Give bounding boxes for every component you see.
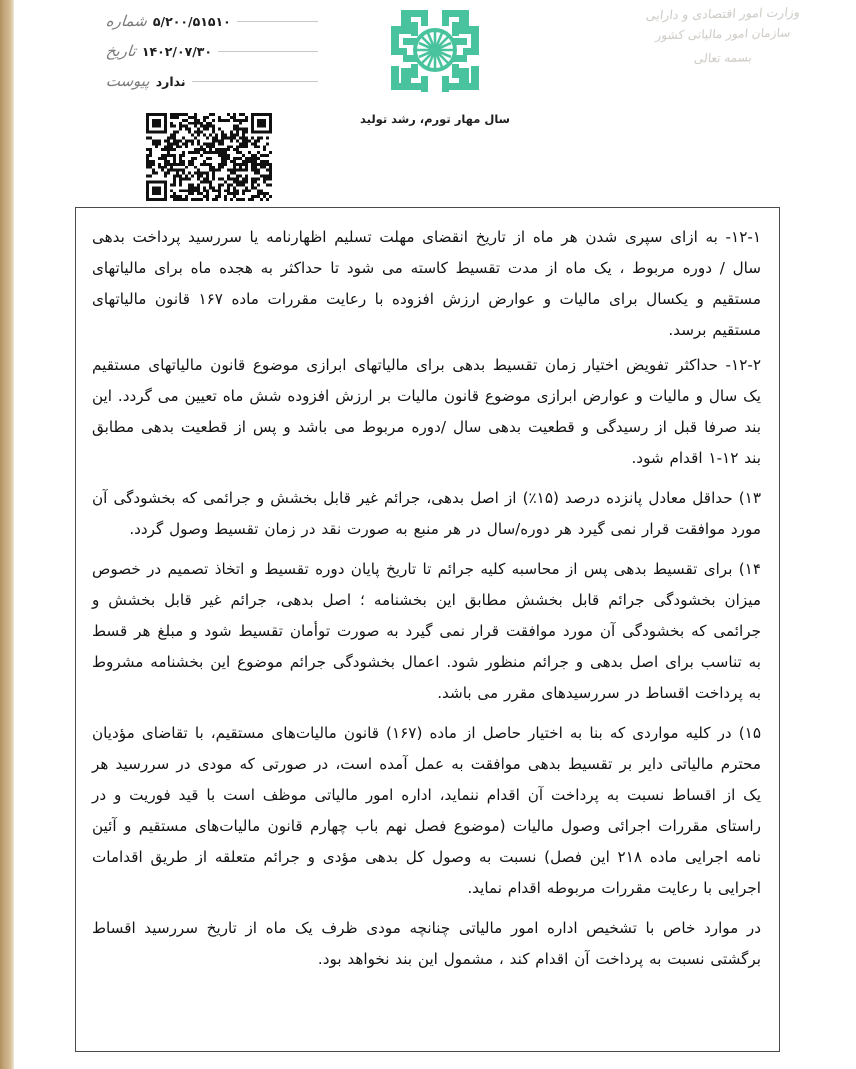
attachment-label: پیوست bbox=[105, 72, 151, 90]
year-slogan: سال مهار تورم، رشد تولید bbox=[360, 112, 510, 126]
date-label: تاریخ bbox=[105, 42, 137, 60]
document-verification-qr-code bbox=[146, 113, 272, 201]
clause-final: در موارد خاص با تشخیص اداره امور مالیاتی چنانچه مودی ظرف یک ماه از تاریخ سررسید اقساط برگشتی نسبت به پرداخت آن اقدام کند ، مشمول این بند نخواهد بود. bbox=[92, 919, 761, 968]
national-tax-administration-emblem bbox=[385, 4, 485, 96]
organization-letterhead bbox=[608, 4, 838, 68]
date-value: ۱۴۰۲/۰۷/۳۰ bbox=[141, 43, 213, 59]
tax-administration-name: سازمان امور مالیاتی کشور bbox=[654, 25, 792, 43]
reference-number-label: شماره bbox=[105, 12, 148, 30]
clause-12-1: ۱۲-۱- به ازای سپری شدن هر ماه از تاریخ انقضای مهلت تسلیم اظهارنامه یا سررسید پرداخت بدهی سال / دوره مربوط ، یک ماه از مدت تقسیط کاسته می شود تا حداکثر به هجده ماه برای مالیاتهای مستقیم و یکسال برای مالیات و عوارض ارزش افزوده با رعایت مقررات ماده ۱۶۷ قانون مالیاتهای مستقیم برسد. bbox=[92, 228, 761, 339]
basmala-text: بسمه تعالی bbox=[693, 50, 753, 66]
reference-number-value: ۵/۲۰۰/۵۱۵۱۰ bbox=[152, 13, 231, 29]
clause-12-2: ۱۲-۲- حداکثر تفویض اختیار زمان تقسیط بدهی برای مالیاتهای ابرازی موضوع قانون مالیاتهای مستقیم یک سال و مالیات و عوارض ابرازی موضوع قانون مالیات بر ارزش افزوده شش ماه تعیین می گردد. این بند صرفا قبل از رسیدگی و قطعیت بدهی سال /دوره مربوط می باشد و پس از قطعیت بدهی مطابق بند ۱۲-۱ اقدام شود. bbox=[92, 356, 761, 467]
scan-edge-artifact bbox=[0, 0, 14, 1069]
document-body-box bbox=[75, 207, 780, 1052]
attachment-value: ندارد bbox=[155, 73, 186, 89]
letterhead bbox=[14, 0, 856, 205]
clause-13: ۱۳) حداقل معادل پانزده درصد (۱۵٪) از اصل بدهی، جرائم غیر قابل بخشش و جرائمی که بخشودگی آن مورد موافقت قرار نمی گیرد هر دوره/سال در هر منبع به صورت نقد در زمان تقسیط وصول گردد. bbox=[92, 489, 761, 538]
clause-15: ۱۵) در کلیه مواردی که بنا به اختیار حاصل از ماده (۱۶۷) قانون مالیات‌های مستقیم، با تقاضای مؤدیان محترم مالیاتی دایر بر تقسیط بدهی موافقت به عمل آمده است، در صورتی که مودی در سررسید هر یک از اقساط نسبت به پرداخت آن اقدام ننماید، اداره امور مالیاتی موظف است با قید فوریت و در راستای مقررات اجرائی وصول مالیات (موضوع فصل نهم باب چهارم قانون مالیات‌های مستقیم و آئین نامه اجرایی ماده ۲۱۸ این فصل) نسبت به وصول کل بدهی مؤدی و جرائم متعلقه از طریق اقدامات اجرایی با رعایت مقررات مربوطه اقدام نماید. bbox=[92, 724, 761, 897]
ministry-name: وزارت امور اقتصادی و دارایی bbox=[645, 4, 801, 23]
clause-14: ۱۴) برای تقسیط بدهی پس از محاسبه کلیه جرائم تا تاریخ پایان دوره تقسیط و اتخاذ تصمیم در خصوص میزان بخشودگی جرائم قابل بخشش مطابق این بخشنامه ؛ اصل بدهی، جرائم غیر قابل بخشش و جرائمی که بخشودگی آن مورد موافقت قرار نمی گیرد به صورت توأمان تقسیط شود و مبلغ هر قسط به تناسب برای اصل بدهی و جرائم منظور شود. اعمال بخشودگی جرائم موضوع این بخشنامه مشروط به پرداخت اقساط در سررسیدهای مقرر می باشد. bbox=[92, 560, 761, 702]
qr-code-container bbox=[143, 113, 272, 205]
